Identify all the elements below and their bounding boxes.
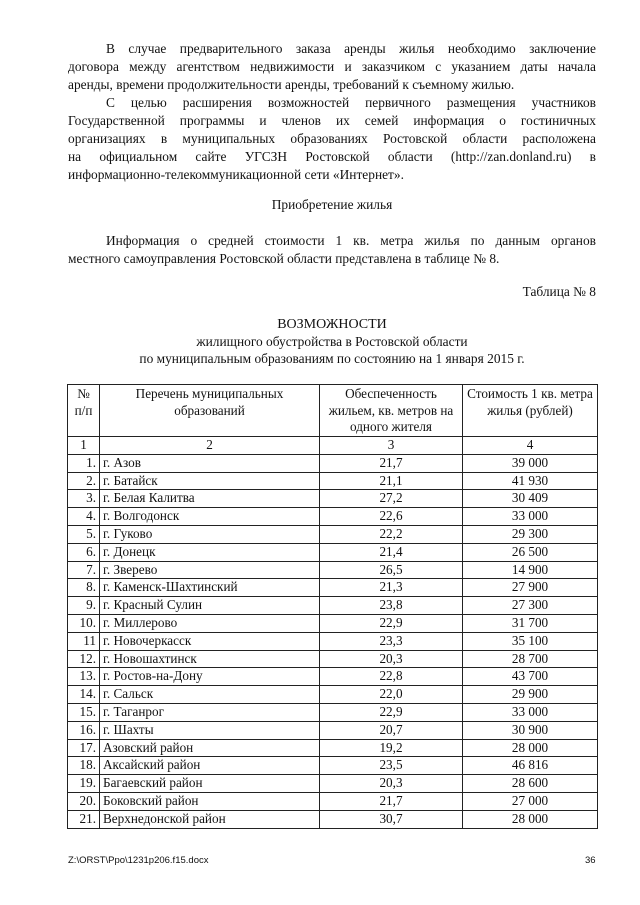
municipality-name: г. Новочеркасск (100, 632, 320, 650)
table-column-numbers-row (68, 437, 598, 455)
paragraph-line: информационно-телекоммуникационной сети «Интернет». (68, 167, 404, 182)
municipality-name: г. Волгодонск (100, 508, 320, 526)
price-value: 41 930 (463, 472, 598, 490)
housing-provision-value: 22,9 (320, 614, 463, 632)
paragraph-line: на официальном сайте УГСЗН Ростовской области (http://zan.donland.ru) в (68, 149, 596, 164)
row-number: 21. (68, 810, 100, 828)
row-number: 20. (68, 792, 100, 810)
paragraph-line: Информация о средней стоимости 1 кв. метра жилья по данным органов (106, 233, 596, 248)
price-value: 31 700 (463, 614, 598, 632)
footer-file-path: Z:\ORST\Ppo\1231p206.f15.docx (68, 855, 209, 866)
municipality-name: г. Шахты (100, 721, 320, 739)
table-row (68, 668, 598, 686)
row-number: 12. (68, 650, 100, 668)
column-number: 2 (100, 437, 320, 455)
row-number: 9. (68, 597, 100, 615)
table-row (68, 454, 598, 472)
table-row (68, 757, 598, 775)
housing-provision-value: 23,8 (320, 597, 463, 615)
housing-provision-value: 22,2 (320, 525, 463, 543)
housing-provision-value: 21,7 (320, 454, 463, 472)
paragraph-line: аренды, времени продолжительности аренды, требований к съемному жилью. (68, 77, 515, 92)
row-number: 8. (68, 579, 100, 597)
housing-provision-value: 20,3 (320, 650, 463, 668)
row-number: 6. (68, 543, 100, 561)
table-title: ВОЗМОЖНОСТИ (277, 317, 387, 332)
municipality-name: г. Каменск-Шахтинский (100, 579, 320, 597)
price-value: 29 900 (463, 686, 598, 704)
table-row (68, 792, 598, 810)
housing-provision-value: 27,2 (320, 490, 463, 508)
municipality-name: г. Зверево (100, 561, 320, 579)
row-number: 16. (68, 721, 100, 739)
price-value: 33 000 (463, 508, 598, 526)
header-label: Стоимость 1 кв. метра жилья (рублей) (467, 386, 593, 418)
paragraph-rental-agreement (68, 40, 596, 94)
table-row (68, 508, 598, 526)
municipality-name: г. Красный Сулин (100, 597, 320, 615)
row-number: 19. (68, 775, 100, 793)
row-number: 10. (68, 614, 100, 632)
municipality-name: г. Белая Калитва (100, 490, 320, 508)
municipality-name: г. Донецк (100, 543, 320, 561)
municipality-name: Азовский район (100, 739, 320, 757)
municipality-name: г. Батайск (100, 472, 320, 490)
column-number: 3 (320, 437, 463, 455)
housing-provision-value: 21,7 (320, 792, 463, 810)
municipality-name: г. Азов (100, 454, 320, 472)
paragraph-price-info (68, 232, 596, 268)
table-row (68, 525, 598, 543)
table-header-row (68, 385, 598, 437)
table-row (68, 703, 598, 721)
table-row (68, 614, 598, 632)
price-value: 30 409 (463, 490, 598, 508)
table-row (68, 579, 598, 597)
paragraph-line: Государственной программы и членов их семей информация о гостиничных (68, 113, 596, 128)
table-subtitle: жилищного обустройства в Ростовской области (196, 334, 468, 349)
housing-provision-value: 20,7 (320, 721, 463, 739)
municipality-name: Аксайский район (100, 757, 320, 775)
paragraph-line: договора между агентством недвижимости и заказчиком с указанием даты начала (68, 59, 596, 74)
housing-provision-value: 23,5 (320, 757, 463, 775)
header-label: № п/п (74, 386, 93, 418)
header-label: Перечень муниципальных образований (135, 386, 284, 418)
price-value: 27 900 (463, 579, 598, 597)
municipality-name: Багаевский район (100, 775, 320, 793)
table-row (68, 775, 598, 793)
municipality-name: г. Гуково (100, 525, 320, 543)
paragraph-line: С целью расширения возможностей первичного размещения участников (106, 95, 596, 110)
housing-provision-value: 21,3 (320, 579, 463, 597)
housing-provision-value: 22,8 (320, 668, 463, 686)
price-value: 28 700 (463, 650, 598, 668)
housing-provision-value: 22,0 (320, 686, 463, 704)
column-number: 4 (463, 437, 598, 455)
header-housing-provision (320, 385, 463, 437)
row-number: 7. (68, 561, 100, 579)
housing-table (67, 384, 598, 829)
table-row (68, 490, 598, 508)
price-value: 27 000 (463, 792, 598, 810)
housing-provision-value: 30,7 (320, 810, 463, 828)
table-row (68, 686, 598, 704)
municipality-name: г. Миллерово (100, 614, 320, 632)
row-number: 18. (68, 757, 100, 775)
section-heading: Приобретение жилья (271, 197, 393, 212)
price-value: 14 900 (463, 561, 598, 579)
column-number: 1 (68, 437, 100, 455)
price-value: 30 900 (463, 721, 598, 739)
housing-provision-value: 21,4 (320, 543, 463, 561)
header-price (463, 385, 598, 437)
table-row (68, 810, 598, 828)
row-number: 15. (68, 703, 100, 721)
price-value: 28 000 (463, 739, 598, 757)
price-value: 35 100 (463, 632, 598, 650)
row-number: 5. (68, 525, 100, 543)
municipality-name: Боковский район (100, 792, 320, 810)
price-value: 46 816 (463, 757, 598, 775)
table-row (68, 650, 598, 668)
header-number (68, 385, 100, 437)
housing-provision-value: 20,3 (320, 775, 463, 793)
table-row (68, 561, 598, 579)
row-number: 13. (68, 668, 100, 686)
housing-provision-value: 23,3 (320, 632, 463, 650)
municipality-name: г. Сальск (100, 686, 320, 704)
paragraph-line: организациях в муниципальных образованиях Ростовской области расположена (68, 131, 596, 146)
row-number: 4. (68, 508, 100, 526)
housing-provision-value: 26,5 (320, 561, 463, 579)
table-row (68, 721, 598, 739)
housing-provision-value: 19,2 (320, 739, 463, 757)
paragraph-hotel-info (68, 94, 596, 184)
table-subtitle: по муниципальным образованиям по состоянию на 1 января 2015 г. (139, 351, 525, 366)
paragraph-line: местного самоуправления Ростовской области представлена в таблице № 8. (68, 251, 500, 266)
municipality-name: г. Таганрог (100, 703, 320, 721)
header-label: Обеспеченность жильем, кв. метров на одного жителя (328, 386, 454, 434)
table-row (68, 543, 598, 561)
row-number: 11 (68, 632, 100, 650)
housing-provision-value: 22,9 (320, 703, 463, 721)
table-row (68, 472, 598, 490)
row-number: 17. (68, 739, 100, 757)
price-value: 43 700 (463, 668, 598, 686)
housing-provision-value: 21,1 (320, 472, 463, 490)
price-value: 28 600 (463, 775, 598, 793)
price-value: 28 000 (463, 810, 598, 828)
table-label: Таблица № 8 (522, 284, 596, 299)
price-value: 27 300 (463, 597, 598, 615)
municipality-name: г. Ростов-на-Дону (100, 668, 320, 686)
footer-page-number: 36 (585, 855, 596, 866)
table-row (68, 597, 598, 615)
row-number: 3. (68, 490, 100, 508)
price-value: 39 000 (463, 454, 598, 472)
row-number: 1. (68, 454, 100, 472)
header-municipality (100, 385, 320, 437)
paragraph-line: В случае предварительного заказа аренды жилья необходимо заключение (106, 41, 596, 56)
price-value: 26 500 (463, 543, 598, 561)
price-value: 29 300 (463, 525, 598, 543)
price-value: 33 000 (463, 703, 598, 721)
housing-provision-value: 22,6 (320, 508, 463, 526)
row-number: 2. (68, 472, 100, 490)
municipality-name: Верхнедонской район (100, 810, 320, 828)
table-body (68, 454, 598, 828)
row-number: 14. (68, 686, 100, 704)
table-row (68, 739, 598, 757)
municipality-name: г. Новошахтинск (100, 650, 320, 668)
table-row (68, 632, 598, 650)
